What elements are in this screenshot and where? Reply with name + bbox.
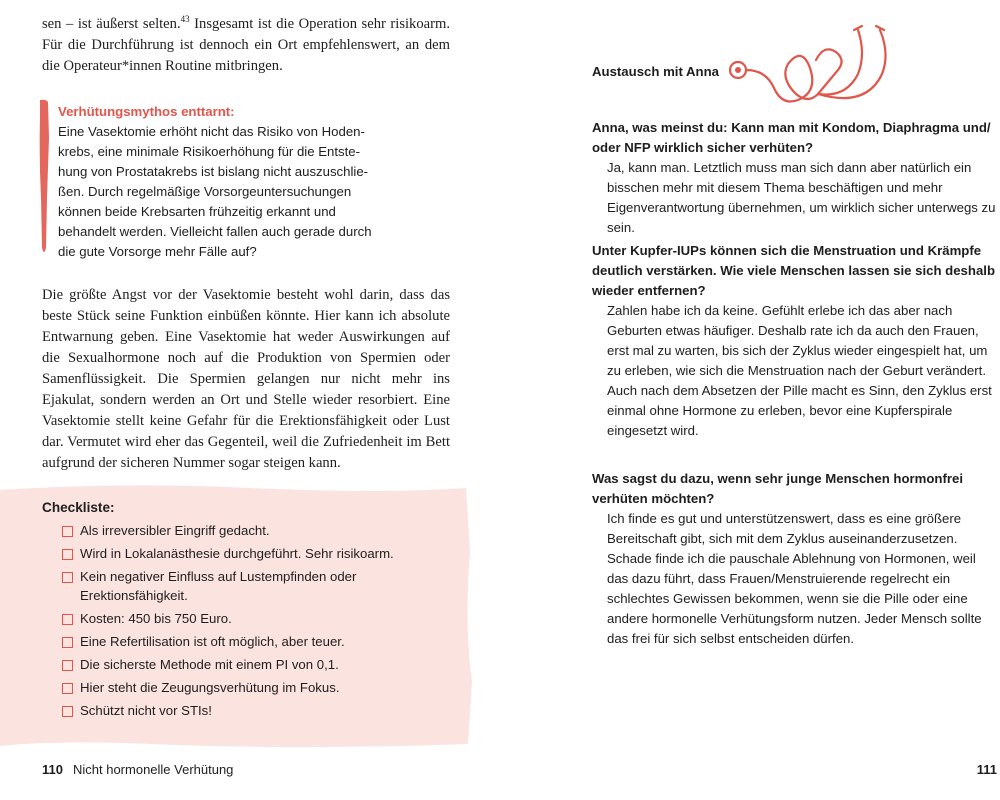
question: Anna, was meinst du: Kann man mit Kondom, Diaphragma und/ oder NFP wirklich sicher verhüten? (592, 120, 991, 155)
intro-rest: Insgesamt ist die Operation sehr risikoarm. Für die Durchführung ist dennoch ein Ort empfehlenswert, an dem die Operateur*innen Routine mitbringen. (42, 16, 450, 74)
checklist (42, 500, 442, 724)
red-brush-stroke (36, 98, 52, 258)
answer: Ja, kann man. Letztlich muss man sich dann aber natürlich ein bisschen mehr mit diesem Thema beschäftigen und mehr Eigenverantwortung übernehmen, um wirklich sicher unterwegs zu sein. (607, 160, 996, 235)
checklist-item: Kosten: 450 bis 750 Euro. (42, 609, 442, 628)
myth-title: Verhütungsmythos enttarnt: (58, 104, 235, 119)
myth-line: die gute Vorsorge mehr Fälle auf? (58, 244, 257, 259)
page-number-left: 110 (42, 762, 63, 777)
qa-item (592, 469, 998, 649)
myth-box (58, 102, 403, 262)
myth-line: ßen. Durch regelmäßige Vorsorgeuntersuchungen (58, 184, 352, 199)
question: Unter Kupfer-IUPs können sich die Menstruation und Krämpfe deutlich verstärken. Wie viele Menschen lassen sie sich deshalb wieder entfernen? (592, 243, 996, 298)
checklist-item: Kein negativer Einfluss auf Lustempfinden oder Erektionsfähigkeit. (42, 567, 442, 605)
page-number-right: 111 (976, 762, 997, 777)
answer: Zahlen habe ich da keine. Gefühlt erlebe ich das aber nach Geburten etwas häufiger. Deshalb rate ich da auch den Frauen, erst mal zu warten, bis sich der Zyklus wieder eingespielt hat, um zu erleben, wie sich die Menstruation nach der Geburt verändert. Auch nach dem Absetzen der Pille macht es Sinn, den Zyklus erst einmal ohne Hormone zu erleben, bevor eine Kupferspirale eingesetzt wird. (607, 303, 992, 438)
footer-left (42, 762, 233, 777)
myth-line: hung von Prostatakrebs ist bislang nicht auszuschlie- (58, 164, 369, 179)
myth-line: Eine Vasektomie erhöht nicht das Risiko von Hoden- (58, 124, 365, 139)
qa-item (592, 241, 998, 441)
question: Was sagst du dazu, wenn sehr junge Menschen hormonfrei verhüten möchten? (592, 471, 964, 506)
checkbox-icon (62, 549, 73, 560)
checkbox-icon (62, 683, 73, 694)
footnote-marker: 43 (180, 14, 190, 25)
checklist-item: Als irreversibler Eingriff gedacht. (42, 521, 442, 540)
myth-line: können beide Krebsarten frühzeitig erkannt und (58, 204, 336, 219)
qa-item (592, 118, 998, 238)
myth-line: behandelt werden. Vielleicht fallen auch gerade durch (58, 224, 372, 239)
checkbox-icon (62, 637, 73, 648)
checklist-item: Die sicherste Methode mit einem PI von 0,1. (42, 655, 442, 674)
checklist-item: Schützt nicht vor STIs! (42, 701, 442, 720)
section-heading: Austausch mit Anna (592, 64, 720, 79)
checklist-title: Checkliste: (42, 500, 115, 515)
intro-text: sen – ist äußerst selten. (42, 16, 181, 32)
checklist-item: Eine Refertilisation ist oft möglich, aber teuer. (42, 632, 442, 651)
answer: Ich finde es gut und unterstützenswert, dass es eine größere Bereitschaft gibt, sich mit dem Zyklus auseinanderzusetzen. Schade finde ich die pauschale Ablehnung von Hormonen, weil das dazu führt, dass Frauen/Menstruierende regelrecht ein schlechtes Gewissen bekommen, wenn sie die Pille oder eine andere hormonelle Verhütungsform nutzen. Jeder Mensch sollte das frei für sich selbst entscheiden dürfen. (607, 511, 982, 646)
myth-line: krebs, eine minimale Risikoerhöhung für die Entste- (58, 144, 360, 159)
checklist-item: Hier steht die Zeugungsverhütung im Fokus. (42, 678, 442, 697)
checkbox-icon (62, 572, 73, 583)
stethoscope-heart-icon (726, 18, 906, 118)
main-paragraph: Die größte Angst vor der Vasektomie besteht wohl darin, dass das beste Stück seine Funktion einbüßen könnte. Hier kann ich absolute Entwarnung geben. Eine Vasektomie hat weder Auswirkungen auf die Sexualhormone noch auf die Produktion von Spermien oder Samenflüssigkeit. Die Spermien gelangen nur nicht mehr ins Ejakulat, sondern werden an Ort und Stelle wieder resorbiert. Eine Vasektomie stellt keine Gefahr für die Erektionsfähigkeit oder Lust dar. Vermutet wird eher das Gegenteil, weil die Zufriedenheit im Bett aufgrund der sicheren Nummer sogar steigen kann. (42, 287, 450, 471)
checklist-item: Wird in Lokalanästhesie durchgeführt. Sehr risikoarm. (42, 544, 442, 563)
checkbox-icon (62, 706, 73, 717)
checkbox-icon (62, 660, 73, 671)
chapter-title: Nicht hormonelle Verhütung (72, 762, 234, 777)
intro-paragraph (42, 14, 450, 77)
checkbox-icon (62, 526, 73, 537)
checkbox-icon (62, 614, 73, 625)
